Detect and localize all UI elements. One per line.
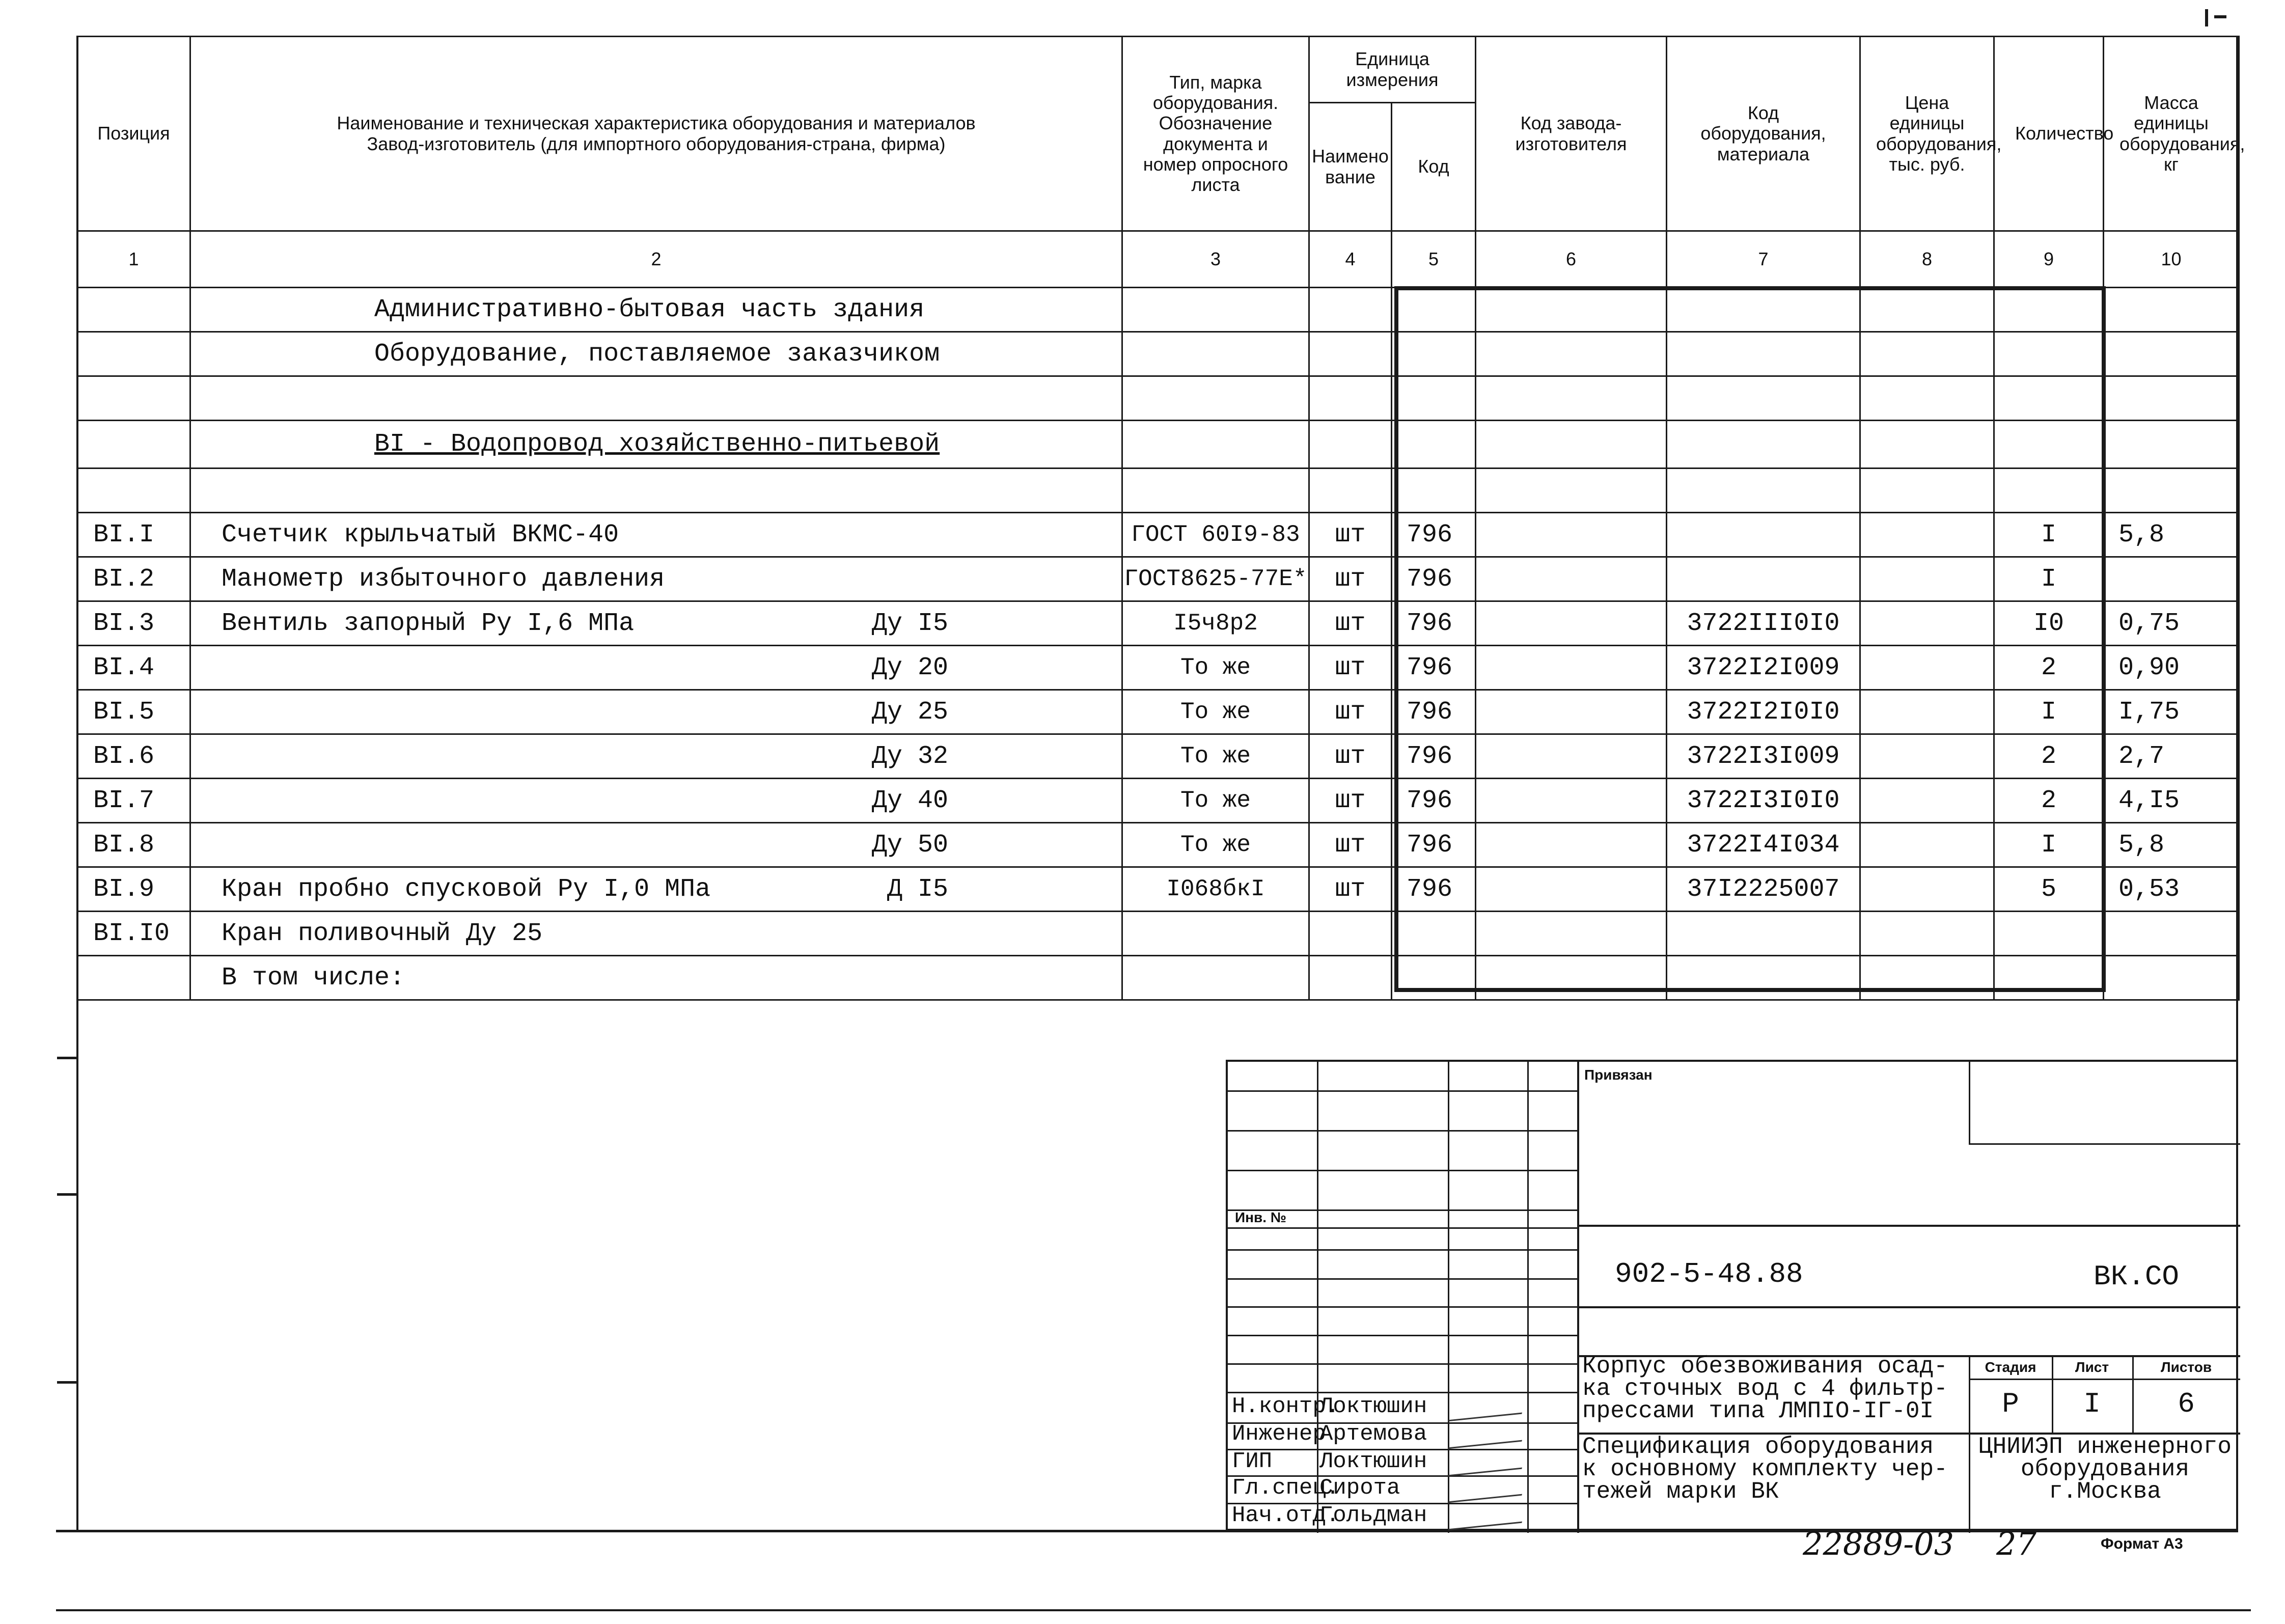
table-row — [77, 779, 2239, 823]
page-number: 27 — [1996, 1525, 2036, 1562]
cell-type: ГОСТ 60I9-83 — [1122, 513, 1309, 557]
edge-mark — [57, 1057, 77, 1059]
cell-factory — [1476, 823, 1667, 867]
cell-price — [1860, 823, 1994, 867]
cell-mat: 3722I2I0I0 — [1667, 690, 1860, 734]
signature-mark — [1448, 1394, 1527, 1421]
column-numbers-row — [77, 231, 2239, 288]
item-name: Манометр избыточного давления — [222, 564, 665, 594]
signatory-name: Локтюшин — [1319, 1449, 1427, 1474]
cell-factory — [1476, 734, 1667, 779]
cell-code: 796 — [1392, 557, 1476, 601]
header-name — [190, 37, 1122, 231]
cell-code: 796 — [1392, 823, 1476, 867]
cell-qty: 5 — [1994, 867, 2104, 912]
colnum: 10 — [2104, 231, 2239, 288]
cell-mass: 5,8 — [2104, 513, 2239, 557]
cell-pos: BI.8 — [77, 823, 190, 867]
equipment-rows — [77, 513, 2239, 1000]
cell-factory — [1476, 912, 1667, 956]
cell-name — [190, 690, 1122, 734]
cell-type: То же — [1122, 690, 1309, 734]
cell-mass: 0,75 — [2104, 601, 2239, 646]
cell-price — [1860, 956, 1994, 1000]
colnum: 3 — [1122, 231, 1309, 288]
item-name: Кран пробно спусковой Ру I,0 МПа — [222, 874, 711, 904]
cell-mat: 3722III0I0 — [1667, 601, 1860, 646]
system-title: BI - Водопровод хозяйственно-питьевой — [190, 421, 1122, 469]
header-unit-code: Код — [1392, 103, 1476, 231]
header-position: Позиция — [77, 37, 190, 231]
colnum: 7 — [1667, 231, 1860, 288]
item-diameter: Ду 40 — [871, 786, 948, 815]
signatory-role: Нач.отд. — [1232, 1503, 1340, 1528]
cell-code: 796 — [1392, 734, 1476, 779]
cell-type: То же — [1122, 823, 1309, 867]
document-code: 902-5-48.88 — [1615, 1258, 1803, 1290]
cell-unit: шт — [1309, 601, 1392, 646]
cell-mass — [2104, 956, 2239, 1000]
colnum: 2 — [190, 231, 1122, 288]
cell-mat: 3722I2I009 — [1667, 646, 1860, 690]
colnum: 5 — [1392, 231, 1476, 288]
corner-mark — [2205, 9, 2208, 26]
specification-table — [76, 36, 2245, 1001]
cell-type: ГОСТ8625-77Е* — [1122, 557, 1309, 601]
cell-price — [1860, 557, 1994, 601]
inv-number-label: Инв. № — [1235, 1209, 1287, 1225]
sheet-value: I — [2083, 1388, 2101, 1420]
cell-unit: шт — [1309, 646, 1392, 690]
header-type: Тип, марка оборудования. Обозначение документа и номер опросного листа — [1122, 37, 1309, 231]
cell-mass: 4,I5 — [2104, 779, 2239, 823]
cell-code: 796 — [1392, 779, 1476, 823]
signatory-role: Гл.спец. — [1232, 1475, 1340, 1501]
table-row — [77, 557, 2239, 601]
cell-name — [190, 912, 1122, 956]
header-name-line1: Наименование и техническая характеристика оборудования и материалов — [337, 113, 976, 134]
table-row — [77, 646, 2239, 690]
cell-qty: 2 — [1994, 646, 2104, 690]
cell-mat — [1667, 513, 1860, 557]
cell-code: 796 — [1392, 646, 1476, 690]
cell-pos: BI.I — [77, 513, 190, 557]
cell-mass: 0,53 — [2104, 867, 2239, 912]
cell-name — [190, 823, 1122, 867]
cell-pos: BI.9 — [77, 867, 190, 912]
cell-qty — [1994, 912, 2104, 956]
cell-mass — [2104, 557, 2239, 601]
sheets-label: Листов — [2160, 1359, 2212, 1375]
cell-name — [190, 557, 1122, 601]
section-row — [77, 421, 2239, 469]
stage-label: Стадия — [1985, 1359, 2036, 1375]
cell-factory — [1476, 779, 1667, 823]
cell-pos: BI.7 — [77, 779, 190, 823]
title-block — [1226, 1060, 2238, 1531]
item-diameter: Д I5 — [887, 874, 948, 904]
cell-type: То же — [1122, 779, 1309, 823]
cell-name — [190, 867, 1122, 912]
signature-mark — [1448, 1476, 1527, 1503]
item-diameter: Ду 32 — [871, 741, 948, 771]
header-material-code: Код оборудования, материала — [1667, 37, 1860, 231]
cell-unit: шт — [1309, 513, 1392, 557]
header-unit-name: Наименование — [1309, 103, 1392, 231]
cell-price — [1860, 912, 1994, 956]
cell-pos: BI.2 — [77, 557, 190, 601]
section-row — [77, 288, 2239, 332]
cell-type: I5ч8р2 — [1122, 601, 1309, 646]
cell-factory — [1476, 646, 1667, 690]
empty-row — [77, 376, 2239, 421]
table-row — [77, 513, 2239, 557]
signatory-role: ГИП — [1232, 1449, 1273, 1474]
cell-mat — [1667, 956, 1860, 1000]
cell-qty: I — [1994, 690, 2104, 734]
item-diameter: Ду I5 — [871, 609, 948, 638]
sheets-value: 6 — [2178, 1388, 2195, 1420]
signatory-name: Артемова — [1319, 1421, 1427, 1447]
signatory-name: Локтюшин — [1319, 1394, 1427, 1419]
cell-name — [190, 779, 1122, 823]
cell-qty: I — [1994, 823, 2104, 867]
cell-pos — [77, 956, 190, 1000]
colnum: 8 — [1860, 231, 1994, 288]
cell-mass: 5,8 — [2104, 823, 2239, 867]
cell-pos: BI.I0 — [77, 912, 190, 956]
signature-mark — [1448, 1422, 1527, 1449]
header-price: Цена единицы оборудования, тыс. руб. — [1860, 37, 1994, 231]
cell-mass: 0,90 — [2104, 646, 2239, 690]
table-row — [77, 823, 2239, 867]
cell-name — [190, 956, 1122, 1000]
cell-type: То же — [1122, 646, 1309, 690]
cell-mat: 3722I4I034 — [1667, 823, 1860, 867]
table-row — [77, 956, 2239, 1000]
item-name: Кран поливочный Ду 25 — [222, 919, 543, 948]
item-name: Вентиль запорный Ру I,6 МПа — [222, 609, 635, 638]
cell-unit: шт — [1309, 823, 1392, 867]
colnum: 4 — [1309, 231, 1392, 288]
cell-factory — [1476, 690, 1667, 734]
edge-mark — [57, 1381, 77, 1384]
cell-code — [1392, 956, 1476, 1000]
cell-factory — [1476, 513, 1667, 557]
cell-price — [1860, 779, 1994, 823]
cell-mass — [2104, 912, 2239, 956]
signatory-name: Гольдман — [1319, 1503, 1427, 1528]
cell-factory — [1476, 601, 1667, 646]
colnum: 1 — [77, 231, 190, 288]
cell-qty: 2 — [1994, 779, 2104, 823]
cell-price — [1860, 601, 1994, 646]
cell-price — [1860, 690, 1994, 734]
colnum: 6 — [1476, 231, 1667, 288]
cell-price — [1860, 513, 1994, 557]
cell-unit: шт — [1309, 779, 1392, 823]
cell-unit: шт — [1309, 690, 1392, 734]
cell-mat: 3722I3I0I0 — [1667, 779, 1860, 823]
cell-qty: I — [1994, 557, 2104, 601]
signature-mark — [1448, 1449, 1527, 1476]
cell-factory — [1476, 557, 1667, 601]
cell-pos: BI.4 — [77, 646, 190, 690]
header-name-line2: Завод-изготовитель (для импортного оборудования-страна, фирма) — [367, 133, 946, 154]
cell-mat: 37I2225007 — [1667, 867, 1860, 912]
table-row — [77, 912, 2239, 956]
table-row — [77, 867, 2239, 912]
cell-code: 796 — [1392, 690, 1476, 734]
cell-qty — [1994, 956, 2104, 1000]
item-diameter: Ду 20 — [871, 653, 948, 682]
sheet-title: Спецификация оборудования к основному комплекту чер- тежей марки ВК — [1582, 1434, 1948, 1505]
page-bottom-line — [56, 1609, 2251, 1611]
registration-number: 22889-03 — [1803, 1525, 1954, 1562]
cell-pos: BI.3 — [77, 601, 190, 646]
drawing-mark: ВК.СО — [2094, 1260, 2180, 1293]
cell-unit: шт — [1309, 557, 1392, 601]
item-name: Счетчик крыльчатый ВКМС-40 — [222, 520, 619, 549]
cell-unit: шт — [1309, 734, 1392, 779]
cell-code: 796 — [1392, 513, 1476, 557]
header-factory-code: Код завода-изготовителя — [1476, 37, 1667, 231]
empty-row — [77, 469, 2239, 513]
cell-name — [190, 646, 1122, 690]
cell-price — [1860, 867, 1994, 912]
cell-qty: 2 — [1994, 734, 2104, 779]
item-name: В том числе: — [222, 963, 405, 993]
header-mass: Масса единицы оборудования, кг — [2104, 37, 2239, 231]
sheet-label: Лист — [2075, 1359, 2109, 1375]
cell-name — [190, 513, 1122, 557]
cell-mass: I,75 — [2104, 690, 2239, 734]
cell-factory — [1476, 867, 1667, 912]
section-row — [77, 332, 2239, 376]
cell-unit — [1309, 912, 1392, 956]
cell-qty: I0 — [1994, 601, 2104, 646]
header-unit-group: Единица измерения — [1309, 37, 1476, 103]
object-title: Корпус обезвоживания осад- ка сточных вод с 4 фильтр- прессами типа ЛМПIО-IГ-0I — [1582, 1353, 1948, 1424]
cell-qty: I — [1994, 513, 2104, 557]
cell-name — [190, 601, 1122, 646]
table-row — [77, 734, 2239, 779]
signature-mark — [1448, 1503, 1527, 1530]
cell-price — [1860, 734, 1994, 779]
cell-pos: BI.6 — [77, 734, 190, 779]
header-quantity: Количество — [1994, 37, 2104, 231]
signatory-name: Сирота — [1319, 1475, 1400, 1501]
cell-unit — [1309, 956, 1392, 1000]
cell-mat: 3722I3I009 — [1667, 734, 1860, 779]
section-title: Административно-бытовая часть здания — [190, 288, 1122, 332]
format-label: Формат А3 — [2101, 1535, 2183, 1552]
organization: ЦНИИЭП инженерного оборудования г.Москва — [1978, 1434, 2232, 1505]
cell-name — [190, 734, 1122, 779]
cell-type — [1122, 956, 1309, 1000]
table-row — [77, 601, 2239, 646]
cell-type — [1122, 912, 1309, 956]
table-row — [77, 690, 2239, 734]
cell-code: 796 — [1392, 601, 1476, 646]
cell-type: I068бкI — [1122, 867, 1309, 912]
corner-mark — [2214, 15, 2226, 18]
cell-mat — [1667, 557, 1860, 601]
section-subtitle: Оборудование, поставляемое заказчиком — [190, 332, 1122, 376]
cell-pos: BI.5 — [77, 690, 190, 734]
cell-mass: 2,7 — [2104, 734, 2239, 779]
linked-label: Привязан — [1584, 1067, 1653, 1083]
stage-value: Р — [2002, 1388, 2019, 1420]
cell-code — [1392, 912, 1476, 956]
cell-unit: шт — [1309, 867, 1392, 912]
signatory-role: Инженер — [1232, 1421, 1326, 1447]
signatory-role: Н.контр. — [1232, 1394, 1340, 1419]
cell-type: То же — [1122, 734, 1309, 779]
edge-mark — [57, 1193, 77, 1196]
cell-factory — [1476, 956, 1667, 1000]
cell-code: 796 — [1392, 867, 1476, 912]
item-diameter: Ду 50 — [871, 830, 948, 860]
item-diameter: Ду 25 — [871, 697, 948, 727]
cell-price — [1860, 646, 1994, 690]
colnum: 9 — [1994, 231, 2104, 288]
cell-mat — [1667, 912, 1860, 956]
